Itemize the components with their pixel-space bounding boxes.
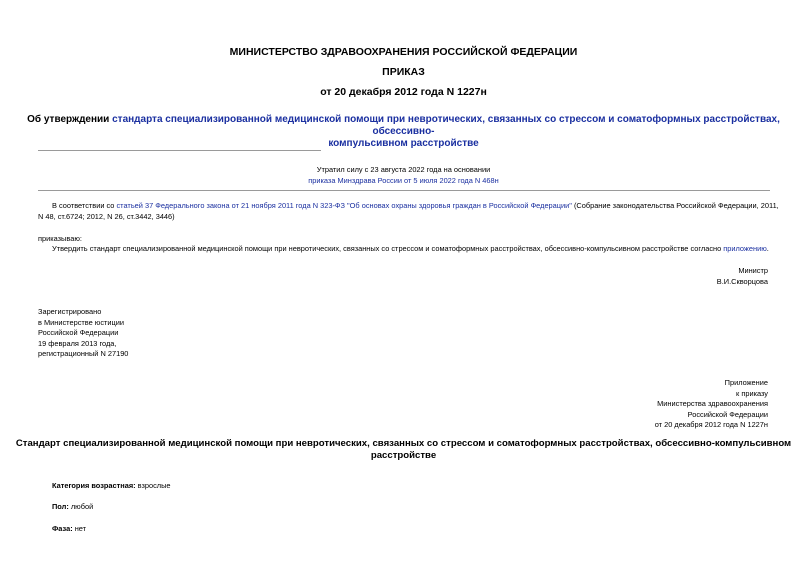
appendix-line: к приказу [736, 388, 768, 398]
title-prefix: Об утверждении [27, 114, 113, 125]
field-sex [52, 502, 93, 513]
appendix-link[interactable]: приложению [723, 244, 767, 253]
field-value: любой [68, 502, 94, 511]
title-line-1 [0, 114, 807, 138]
title-line-2 [0, 138, 807, 150]
appendix-block [655, 378, 768, 431]
appendix-line: Российской Федерации [687, 409, 768, 419]
preamble-text-after: (Собрание законодательства Российской Федерации, 2011, [571, 201, 779, 210]
status-divider [38, 190, 770, 191]
document-date-number: от 20 декабря 2012 года N 1227н [320, 86, 487, 98]
appendix-line: Приложение [724, 378, 768, 387]
order-text-end: . [766, 244, 769, 253]
field-value: нет [72, 524, 87, 533]
appendix-line: Министерства здравоохранения [657, 399, 768, 408]
field-label: Фаза: [52, 524, 73, 533]
order-text [52, 244, 769, 255]
standard-title-line-2: расстройстве [370, 450, 437, 461]
registration-line: Зарегистрировано [38, 307, 102, 316]
title-standard-link[interactable]: стандарта специализированной медицинской помощи при невротических, связанных со стрессом и соматоформных расстройствах, обсессивно- [112, 114, 780, 137]
order-text-body: Утвердить стандарт специализированной медицинской помощи при невротических, связанных со стрессом и соматоформных расстройствах, обсессивно-компульсивном расстройстве согласно [52, 244, 724, 253]
federal-law-link[interactable]: статьей 37 Федерального закона от 21 ноября 2011 года N 323-ФЗ "Об основах охраны здоровья граждан в Российской Федерации" [116, 201, 572, 210]
registration-block [38, 307, 128, 360]
preamble-text-before: В соответствии со [52, 201, 117, 210]
order-word: приказываю: [38, 234, 82, 243]
ministry-heading: МИНИСТЕРСТВО ЗДРАВООХРАНЕНИЯ РОССИЙСКОЙ ФЕДЕРАЦИИ [229, 46, 578, 58]
field-label: Категория возрастная: [52, 481, 136, 490]
registration-line: 19 февраля 2013 года, [38, 338, 117, 348]
field-age-category [52, 481, 171, 492]
registration-line: Российской Федерации [38, 328, 119, 337]
title-divider [38, 150, 321, 151]
field-phase [52, 524, 86, 535]
signature-name: В.И.Скворцова [716, 277, 768, 286]
title-standard-link-continued[interactable]: компульсивном расстройстве [328, 138, 479, 149]
field-value: взрослые [135, 481, 171, 490]
standard-title-line-1: Стандарт специализированной медицинской помощи при невротических, связанных со стрессом и соматоформных расстройствах, обсессивно-компульсивном [15, 438, 792, 449]
registration-line: в Министерстве юстиции [38, 317, 125, 327]
status-line-2 [0, 176, 807, 187]
status-order-link[interactable]: приказа Минздрава России от 5 июля 2022 года N 468н [308, 176, 499, 185]
document-title [0, 114, 807, 150]
preamble-line-1 [52, 201, 779, 212]
status-lost-force: Утратил силу с 23 августа 2022 года на основании [316, 165, 491, 174]
standard-title [0, 438, 807, 462]
field-label: Пол: [52, 502, 69, 511]
preamble-line-2: N 48, ст.6724; 2012, N 26, ст.3442, 3446) [38, 212, 175, 221]
registration-line: регистрационный N 27190 [38, 349, 129, 358]
signature-position: Министр [738, 266, 768, 275]
document-type: ПРИКАЗ [382, 66, 425, 78]
appendix-line: от 20 декабря 2012 года N 1227н [654, 420, 768, 429]
